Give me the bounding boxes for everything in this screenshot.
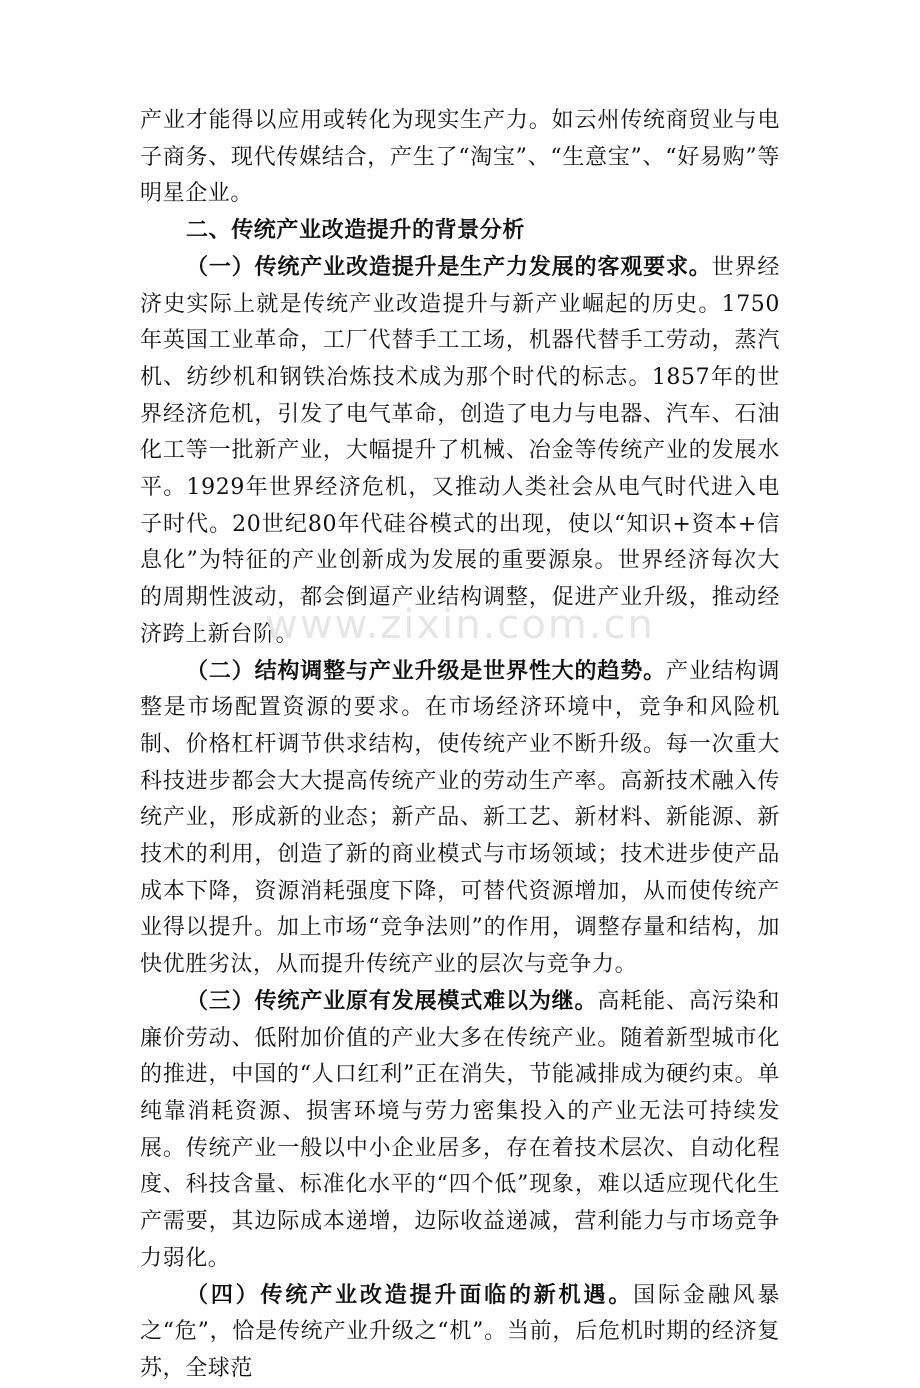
paragraph-1	[140, 250, 780, 654]
paragraph-lead: （二）结构调整与产业升级是世界性大的趋势。	[186, 658, 666, 684]
paragraph-body: 产业才能得以应用或转化为现实生产力。如云州传统商贸业与电子商务、现代传媒结合，产生了“淘宝”、“生意宝”、“好易购”等明星企业。	[140, 108, 780, 207]
paragraph-4	[140, 1278, 780, 1388]
paragraph-body: 高耗能、高污染和廉价劳动、低附加价值的产业大多在传统产业。随着新型城市化的推进，中国的“人口红利”正在消失，节能减排成为硬约束。单纯靠消耗资源、损害环境与劳力密集投入的产业无法可持续发展。传统产业一般以中小企业居多，存在着技术层次、自动化程度、科技含量、标准化水平的“四个低”现象，难以适应现代化生产需要，其边际成本递增，边际收益递减，营利能力与市场竞争力弱化。	[140, 988, 780, 1271]
paragraph-lead: （四）传统产业改造提升面临的新机遇。	[186, 1282, 634, 1308]
paragraph-body: 国际金融风暴之“危”，恰是传统产业升级之“机”。当前，后危机时期的经济复苏，全球范	[140, 1282, 780, 1381]
paragraph-lead: （三）传统产业原有发展模式难以为继。	[186, 988, 598, 1014]
paragraph-3	[140, 984, 780, 1278]
paragraph-2	[140, 654, 780, 984]
section-heading: 二、传统产业改造提升的背景分析	[186, 218, 526, 244]
paragraph-body: 世界经济史实际上就是传统产业改造提升与新产业崛起的历史。1750年英国工业革命，工厂代替手工工场，机器代替手工劳动，蒸汽机、纺纱机和钢铁冶炼技术成为那个时代的标志。1857年的世界经济危机，引发了电气革命，创造了电力与电器、汽车、石油化工等一批新产业，大幅提升了机械、冶金等传统产业的发展水平。1929年世界经济危机，又推动人类社会从电气时代进入电子时代。20世纪80年代硅谷模式的出现，使以“知识+资本+信息化”为特征的产业创新成为发展的重要源泉。世界经济每次大的周期性波动，都会倒逼产业结构调整，促进产业升级，推动经济跨上新台阶。	[140, 254, 780, 647]
paragraph-lead: （一）传统产业改造提升是生产力发展的客观要求。	[186, 254, 712, 280]
watermark: www.zixin.com.cn	[265, 602, 655, 648]
paragraph-continuation	[140, 103, 780, 213]
paragraph-body: 产业结构调整是市场配置资源的要求。在市场经济环境中，竞争和风险机制、价格杠杆调节供求结构，使传统产业不断升级。每一次重大科技进步都会大大提高传统产业的劳动生产率。高新技术融入传统产业，形成新的业态；新产品、新工艺、新材料、新能源、新技术的利用，创造了新的商业模式与市场领域；技术进步使产品成本下降，资源消耗强度下降，可替代资源增加，从而使传统产业得以提升。加上市场“竞争法则”的作用，调整存量和结构，加快优胜劣汰，从而提升传统产业的层次与竞争力。	[140, 658, 780, 978]
